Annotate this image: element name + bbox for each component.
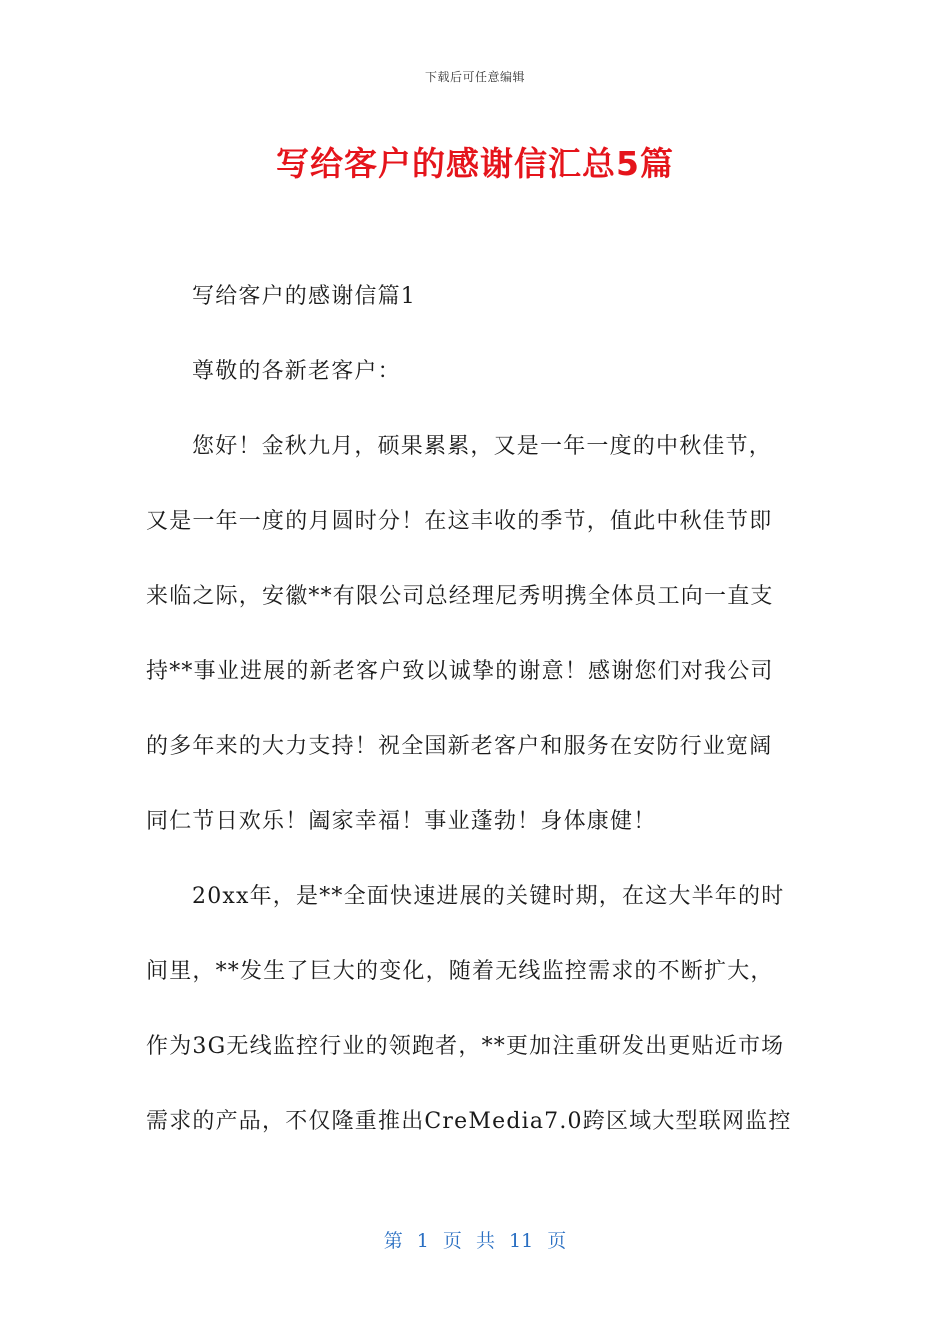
document-title: 写给客户的感谢信汇总5篇 [276,144,674,183]
paragraph-line: 您好！金秋九月，硕果累累，又是一年一度的中秋佳节， [192,434,773,459]
paragraph-line: 需求的产品，不仅隆重推出CreMedia7.0跨区域大型联网监控 [146,1109,792,1134]
paragraph-line: 间里，**发生了巨大的变化，随着无线监控需求的不断扩大， [146,959,774,984]
page-indicator: 第 1 页 共 11 页 [383,1230,567,1252]
salutation-line: 尊敬的各新老客户： [192,359,401,384]
document-body [146,278,818,1178]
paragraph-line: 来临之际，安徽**有限公司总经理尼秀明携全体员工向一直支 [146,584,774,609]
paragraph-line: 持**事业进展的新老客户致以诚挚的谢意！感谢您们对我公司 [146,659,774,684]
paragraph-line: 作为3G无线监控行业的领跑者，**更加注重研发出更贴近市场 [146,1034,785,1059]
heading-line: 写给客户的感谢信篇1 [192,284,416,309]
paragraph-line: 的多年来的大力支持！祝全国新老客户和服务在安防行业宽阔 [146,734,773,759]
paragraph-line: 又是一年一度的月圆时分！在这丰收的季节，值此中秋佳节即 [146,509,773,534]
paragraph-line: 同仁节日欢乐！阖家幸福！事业蓬勃！身体康健！ [146,809,657,834]
header-note: 下载后可任意编辑 [424,70,525,84]
paragraph-line: 20xx年，是**全面快速进展的关键时期，在这大半年的时 [192,884,785,909]
